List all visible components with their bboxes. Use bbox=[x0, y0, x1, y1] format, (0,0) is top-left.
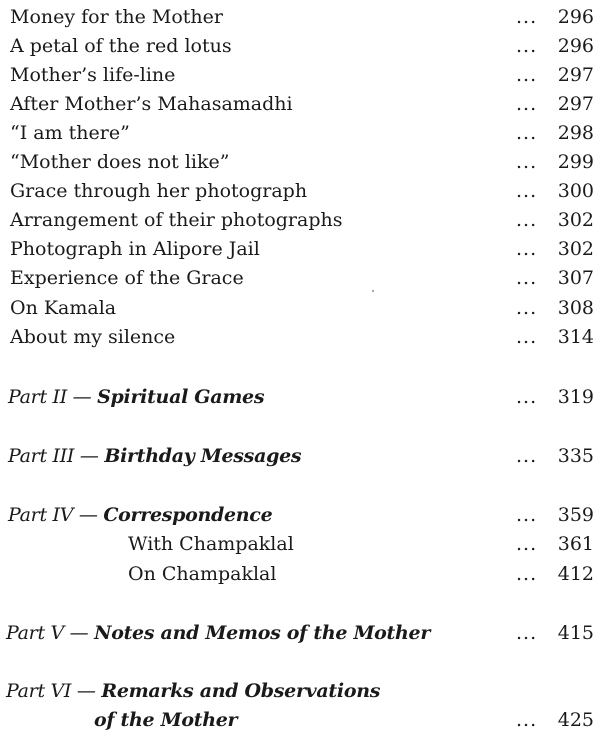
toc-entry bbox=[0, 264, 600, 292]
toc-page-number: 425 bbox=[557, 709, 594, 731]
toc-page-number: 296 bbox=[557, 6, 594, 28]
toc-entry bbox=[0, 32, 600, 60]
toc-entry-title: Money for the Mother bbox=[10, 6, 223, 28]
toc-page-number: 359 bbox=[557, 504, 594, 526]
toc-leader-dots: ... bbox=[516, 622, 538, 644]
toc-entry-title: On Kamala bbox=[10, 297, 117, 319]
toc-entry bbox=[0, 235, 600, 263]
toc-leader-dots: ... bbox=[516, 6, 538, 28]
toc-entry-title: Experience of the Grace bbox=[10, 267, 244, 289]
toc-page-number: 307 bbox=[557, 267, 594, 289]
toc-leader-dots: ... bbox=[516, 209, 538, 231]
toc-page-number: 415 bbox=[557, 622, 594, 644]
toc-subentry bbox=[0, 560, 600, 588]
toc-page-number: 298 bbox=[557, 122, 594, 144]
part-subtitle: Correspondence bbox=[103, 504, 273, 526]
toc-part-heading bbox=[0, 619, 600, 647]
toc-leader-dots: ... bbox=[516, 326, 538, 348]
toc-leader-dots: ... bbox=[516, 533, 538, 555]
toc-entry-title: Grace through her photograph bbox=[10, 180, 308, 202]
toc-leader-dots: ... bbox=[516, 386, 538, 408]
toc-entry-title: About my silence bbox=[10, 326, 176, 348]
toc-page-number: 412 bbox=[557, 563, 594, 585]
part-subtitle: Remarks and Observations bbox=[101, 680, 381, 702]
toc-leader-dots: ... bbox=[516, 93, 538, 115]
toc-leader-dots: ... bbox=[516, 297, 538, 319]
part-subtitle: Birthday Messages bbox=[104, 445, 302, 467]
toc-leader-dots: ... bbox=[516, 122, 538, 144]
toc-entry bbox=[0, 119, 600, 147]
part-subtitle: Notes and Memos of the Mother bbox=[94, 622, 431, 644]
toc-entry-title: Arrangement of their photographs bbox=[10, 209, 343, 231]
toc-entry-title: “Mother does not like” bbox=[10, 151, 230, 173]
toc-leader-dots: ... bbox=[516, 64, 538, 86]
scan-speck bbox=[372, 290, 374, 292]
toc-page-number: 302 bbox=[557, 238, 594, 260]
toc-leader-dots: ... bbox=[516, 563, 538, 585]
part-label: Part III — bbox=[8, 445, 99, 467]
toc-page-number: 299 bbox=[557, 151, 594, 173]
toc-leader-dots: ... bbox=[516, 35, 538, 57]
toc-part-heading-continuation bbox=[0, 706, 600, 734]
toc-entry bbox=[0, 90, 600, 118]
part-subtitle: Spiritual Games bbox=[97, 386, 265, 408]
toc-page-number: 296 bbox=[557, 35, 594, 57]
toc-entry bbox=[0, 61, 600, 89]
toc-page-number: 297 bbox=[557, 93, 594, 115]
toc-leader-dots: ... bbox=[516, 267, 538, 289]
toc-part-heading bbox=[0, 501, 600, 529]
part-label: Part VI — bbox=[6, 680, 96, 702]
toc-page-number: 300 bbox=[557, 180, 594, 202]
toc-entry-title: Photograph in Alipore Jail bbox=[10, 238, 260, 260]
toc-entry bbox=[0, 294, 600, 322]
toc-part-heading bbox=[0, 442, 600, 470]
toc-entry-title: On Champaklal bbox=[128, 563, 277, 585]
part-label: Part IV — bbox=[8, 504, 98, 526]
toc-leader-dots: ... bbox=[516, 709, 538, 731]
toc-entry-title: “I am there” bbox=[10, 122, 130, 144]
toc-leader-dots: ... bbox=[516, 445, 538, 467]
toc-entry bbox=[0, 206, 600, 234]
toc-part-heading bbox=[0, 677, 600, 705]
toc-leader-dots: ... bbox=[516, 180, 538, 202]
part-label: Part V — bbox=[6, 622, 89, 644]
toc-leader-dots: ... bbox=[516, 238, 538, 260]
part-subtitle-continuation: of the Mother bbox=[94, 709, 238, 731]
toc-part-heading bbox=[0, 383, 600, 411]
toc-entry bbox=[0, 3, 600, 31]
part-label: Part II — bbox=[8, 386, 92, 408]
toc-page-number: 335 bbox=[557, 445, 594, 467]
toc-leader-dots: ... bbox=[516, 504, 538, 526]
toc-subentry bbox=[0, 530, 600, 558]
toc-page-number: 308 bbox=[557, 297, 594, 319]
toc-page-number: 314 bbox=[557, 326, 594, 348]
toc-entry bbox=[0, 177, 600, 205]
toc-entry-title: After Mother’s Mahasamadhi bbox=[10, 93, 293, 115]
toc-entry bbox=[0, 148, 600, 176]
toc-page-number: 361 bbox=[557, 533, 594, 555]
toc-page-number: 302 bbox=[557, 209, 594, 231]
toc-page-number: 319 bbox=[557, 386, 594, 408]
toc-entry-title: With Champaklal bbox=[128, 533, 294, 555]
toc-page-number: 297 bbox=[557, 64, 594, 86]
toc-entry bbox=[0, 323, 600, 351]
toc-entry-title: Mother’s life-line bbox=[10, 64, 176, 86]
toc-entry-title: A petal of the red lotus bbox=[10, 35, 232, 57]
toc-leader-dots: ... bbox=[516, 151, 538, 173]
